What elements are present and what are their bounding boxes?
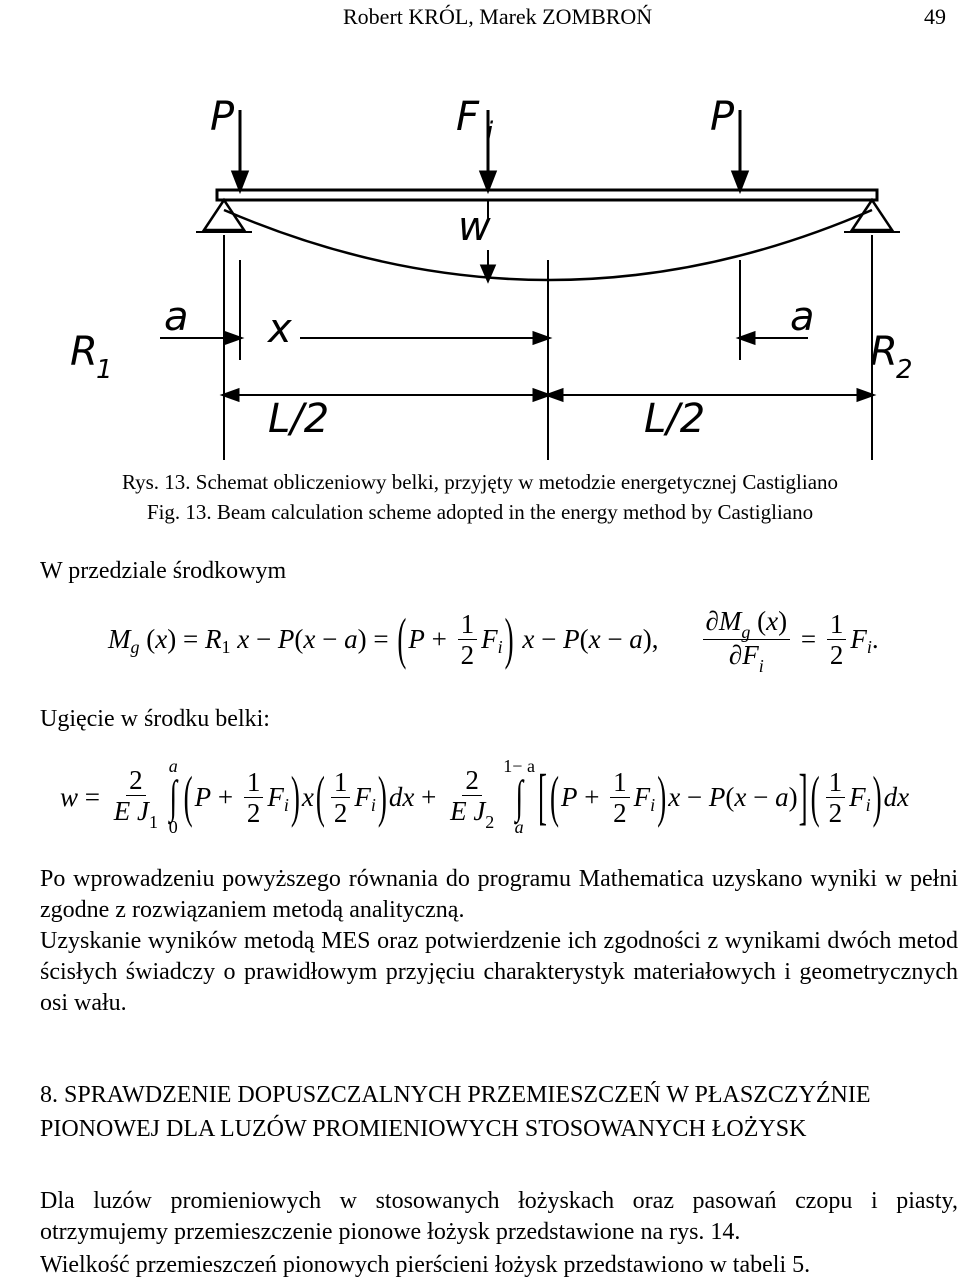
label-load-center-sub: i [486,117,494,147]
label-load-right: P [710,94,735,140]
label-a-left: a [164,294,189,340]
load-arrow-left [233,172,247,190]
label-reaction-left: R [70,329,98,375]
page-number: 49 [924,4,946,29]
label-x: x [268,306,292,352]
section-heading-8 [40,1078,958,1146]
section-heading-8-line1: 8. SPRAWDZENIE DOPUSZCZALNYCH PRZEMIESZCZEŃ W PŁASZCZYŹNIE [40,1082,871,1108]
label-reaction-left-sub: 1 [96,355,113,385]
load-arrow-right [733,172,747,190]
paragraph-radial-clearance: Dla luzów promieniowych w stosowanych łożyskach oraz pasowań czopu i piasty, otrzymujemy przemieszczenie pionowe łożysk przedstawione na rys. 14. [40,1188,958,1245]
figure-caption-pl: Rys. 13. Schemat obliczeniowy belki, przyjęty w metodzie energetycznej Castigliano [121,470,839,494]
label-load-center: F [456,94,480,140]
label-reaction-right-sub: 2 [896,355,913,385]
running-header: Robert KRÓL, Marek ZOMBROŃ [343,4,653,29]
label-half-left: L/2 [268,396,330,442]
label-half-right: L/2 [644,396,706,442]
paragraph-mathematica: Po wprowadzeniu powyższego równania do programu Mathematica uzyskano wyniki w pełni zgodne z rozwiązaniem metodą analityczną. [40,866,958,923]
label-deflection: w [458,204,491,250]
equation-deflection: w = $\frac{2}{E J_1}$ a ∫ 0 ( P + $\frac{1}{2}$ F i ) x ( $\frac{1}{2}$ F i ) dx + $\frac{2}{E J_2}$ 1− a ∫ a [ ( P + $\frac{1}{2}$ F i ) x − P ( x − a ) ] ( $\frac{1}{2}$ F i ) dx [60,756,910,837]
label-a-right: a [790,294,815,340]
paragraph-mes: Uzyskanie wyników metodą MES oraz potwierdzenie ich zgodności z wynikami dwóch metod ścisłych świadczy o prawidłowym przyjęciu charakterystyk materiałowych i geometrycznych osi wału. [40,928,958,1016]
beam [217,190,877,200]
figure-caption-en: Fig. 13. Beam calculation scheme adopted in the energy method by Castigliano [146,500,814,524]
section-middle-label: W przedziale środkowym [40,558,287,584]
beam-figure [0,60,960,460]
section-deflection-label: Ugięcie w środku belki: [40,706,270,732]
section-heading-8-line2: PIONOWEJ DLA LUZÓW PROMIENIOWYCH STOSOWANYCH ŁOŻYSK [40,1116,807,1142]
paragraph-table5: Wielkość przemieszczeń pionowych pierścieni łożysk przedstawiono w tabeli 5. [40,1252,811,1278]
label-reaction-right: R [870,329,898,375]
label-load-left: P [210,94,235,140]
load-arrow-center [481,172,495,190]
equation-moment: M g ( x ) = R 1 x − P ( x − a ) = ( P + $\frac{1}{2}$ F i ) x − P ( x − a ), $\frac{\partial M_g (x)}{\partial F_i}$ = $\frac{1}{2}$ F i . [108,606,879,676]
